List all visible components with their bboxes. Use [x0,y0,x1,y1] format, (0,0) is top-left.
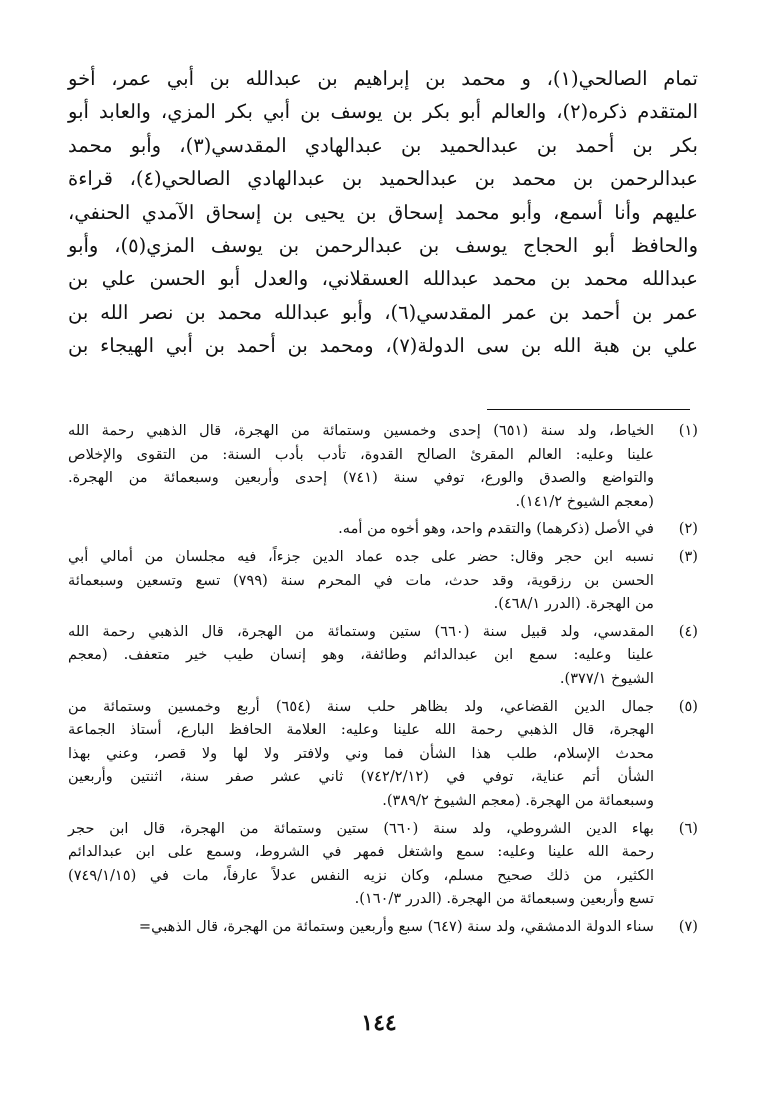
footnote-number: (٣) [678,547,698,565]
footnote-2 [68,517,698,541]
main-line-7: عبدالله محمد بن محمد عبدالله العسقلاني، والعدل أبو الحسن علي بن [68,267,698,291]
footnote-6 [68,817,698,911]
footnote-number: (١) [678,422,698,439]
footnote-line: الهجرة، قال الذهبي رحمة الله علينا وعليه: العلامة الحافظ البارع، أستاذ الجماعة [68,721,654,739]
page-number: ١٤٤ [361,1010,397,1036]
main-text-block [68,62,698,363]
footnote-line: علينا وعليه: العالم المقرئ الصالح القدوة، تأدب بأدب السنة: من التقوى والإخلاص [68,445,654,463]
main-line-4: عبدالرحمن بن محمد بن عبدالحميد بن عبدالهادي الصالحي(٤)، قراءة [68,167,699,191]
footnote-line: محدث الإسلام، طلب هذا الشأن فما وني ولافتر ولا لها ولا قصر، وعني بهذا [68,744,654,762]
footnote-line: الشأن أتم عناية، توفي في (٧٤٢/٢/١٢) ثاني عشر صفر سنة، اثنتين وأربعين [68,768,655,786]
footnote-number: (٦) [678,819,698,837]
footnote-7 [68,915,698,939]
footnote-5 [68,695,698,813]
footnote-line: الشيوخ ٣٧٧/١). [559,669,654,687]
footnote-1 [68,419,698,513]
footnote-separator [487,409,690,410]
footnote-3 [68,545,698,616]
footnote-line: وسبعمائة من الهجرة. (معجم الشيوخ ٣٨٩/٢). [382,791,654,809]
footnote-line: الخياط، ولد سنة (٦٥١) إحدى وخمسين وستمائة من الهجرة، قال الذهبي رحمة الله [68,422,654,439]
footnote-line: سناء الدولة الدمشقي، ولد سنة (٦٤٧) سبع وأربعين وستمائة من الهجرة، قال الذهبي= [138,917,654,935]
footnote-line: جمال الدين القضاعي، ولد بظاهر حلب سنة (٦٥٤) أربع وخمسين وستمائة من [68,697,654,715]
footnote-line: المقدسي، ولد قبيل سنة (٦٦٠) ستين وستمائة من الهجرة، قال الذهبي رحمة الله [68,622,655,640]
main-line-5: عليهم وأنا أسمع، وأبو محمد إسحاق بن يحيى بن إسحاق الآمدي الحنفي، [68,200,698,224]
footnote-line: (معجم الشيوخ ١٤١/٢). [515,492,654,510]
main-line-2: المتقدم ذكره(٢)، والعالم أبو بكر بن يوسف بن أبي بكر المزي، والعابد أبو [68,100,698,124]
footnote-line: تسع وأربعين وسبعمائة من الهجرة. (الدرر ١٦٠/٣). [354,890,654,908]
main-line-6: والحافظ أبو الحجاج يوسف بن عبدالرحمن بن يوسف المزي(٥)، وأبو [68,234,698,258]
footnote-line: والتواضع والصدق والورع، توفي سنة (٧٤١) إحدى وأربعين وسبعمائة من الهجرة. [68,469,655,487]
footnote-line: علينا وعليه: سمع ابن عبدالدائم وطائفة، وهو إنسان طيب خير متعفف. (معجم [68,646,654,664]
footnote-number: (٢) [678,520,698,538]
main-paragraph [68,62,698,363]
footnote-line: في الأصل (ذكرهما) والتقدم واحد، وهو أخوه من أمه. [338,520,654,538]
main-line-3: بكر بن أحمد بن عبدالحميد بن عبدالهادي المقدسي(٣)، وأبو محمد [68,133,698,157]
footnote-line: رحمة الله علينا وعليه: سمع واشتغل فمهر في الشروط، وسمع على ابن عبدالدائم [68,843,654,861]
footnote-line: نسبه ابن حجر وقال: حضر على جده عماد الدين جزءاً، فيه مجلسان من أمالي أبي [68,547,654,565]
footnote-4 [68,620,698,691]
footnote-line: بهاء الدين الشروطي، ولد سنة (٦٦٠) ستين وستمائة من الهجرة، قال ابن حجر [68,819,654,837]
footnote-number: (٧) [678,917,698,935]
footnote-line: الكثير، من ذلك صحيح مسلم، وكان نزيه النفس عدلاً عارفاً، مات في (٧٤٩/١/١٥) [68,866,654,884]
footnotes [68,419,698,942]
footnote-number: (٥) [678,697,698,715]
footnote-number: (٤) [678,622,698,640]
footnote-line: الحسن بن رزقوية، وقد حدث، مات في المحرم سنة (٧٩٩) تسع وتسعين وسبعمائة [68,571,654,589]
main-line-1: تمام الصالحي(١)، و محمد بن إبراهيم بن عبدالله بن أبي عمر، أخو [68,67,698,90]
footnote-line: من الهجرة. (الدرر ٤٦٨/١). [493,595,654,613]
main-line-9: علي بن هبة الله بن سى الدولة(٧)، ومحمد بن أحمد بن أبي الهيجاء بن [68,334,699,358]
main-line-8: عمر بن أحمد بن عمر المقدسي(٦)، وأبو عبدالله محمد بن نصر الله بن [68,300,698,324]
